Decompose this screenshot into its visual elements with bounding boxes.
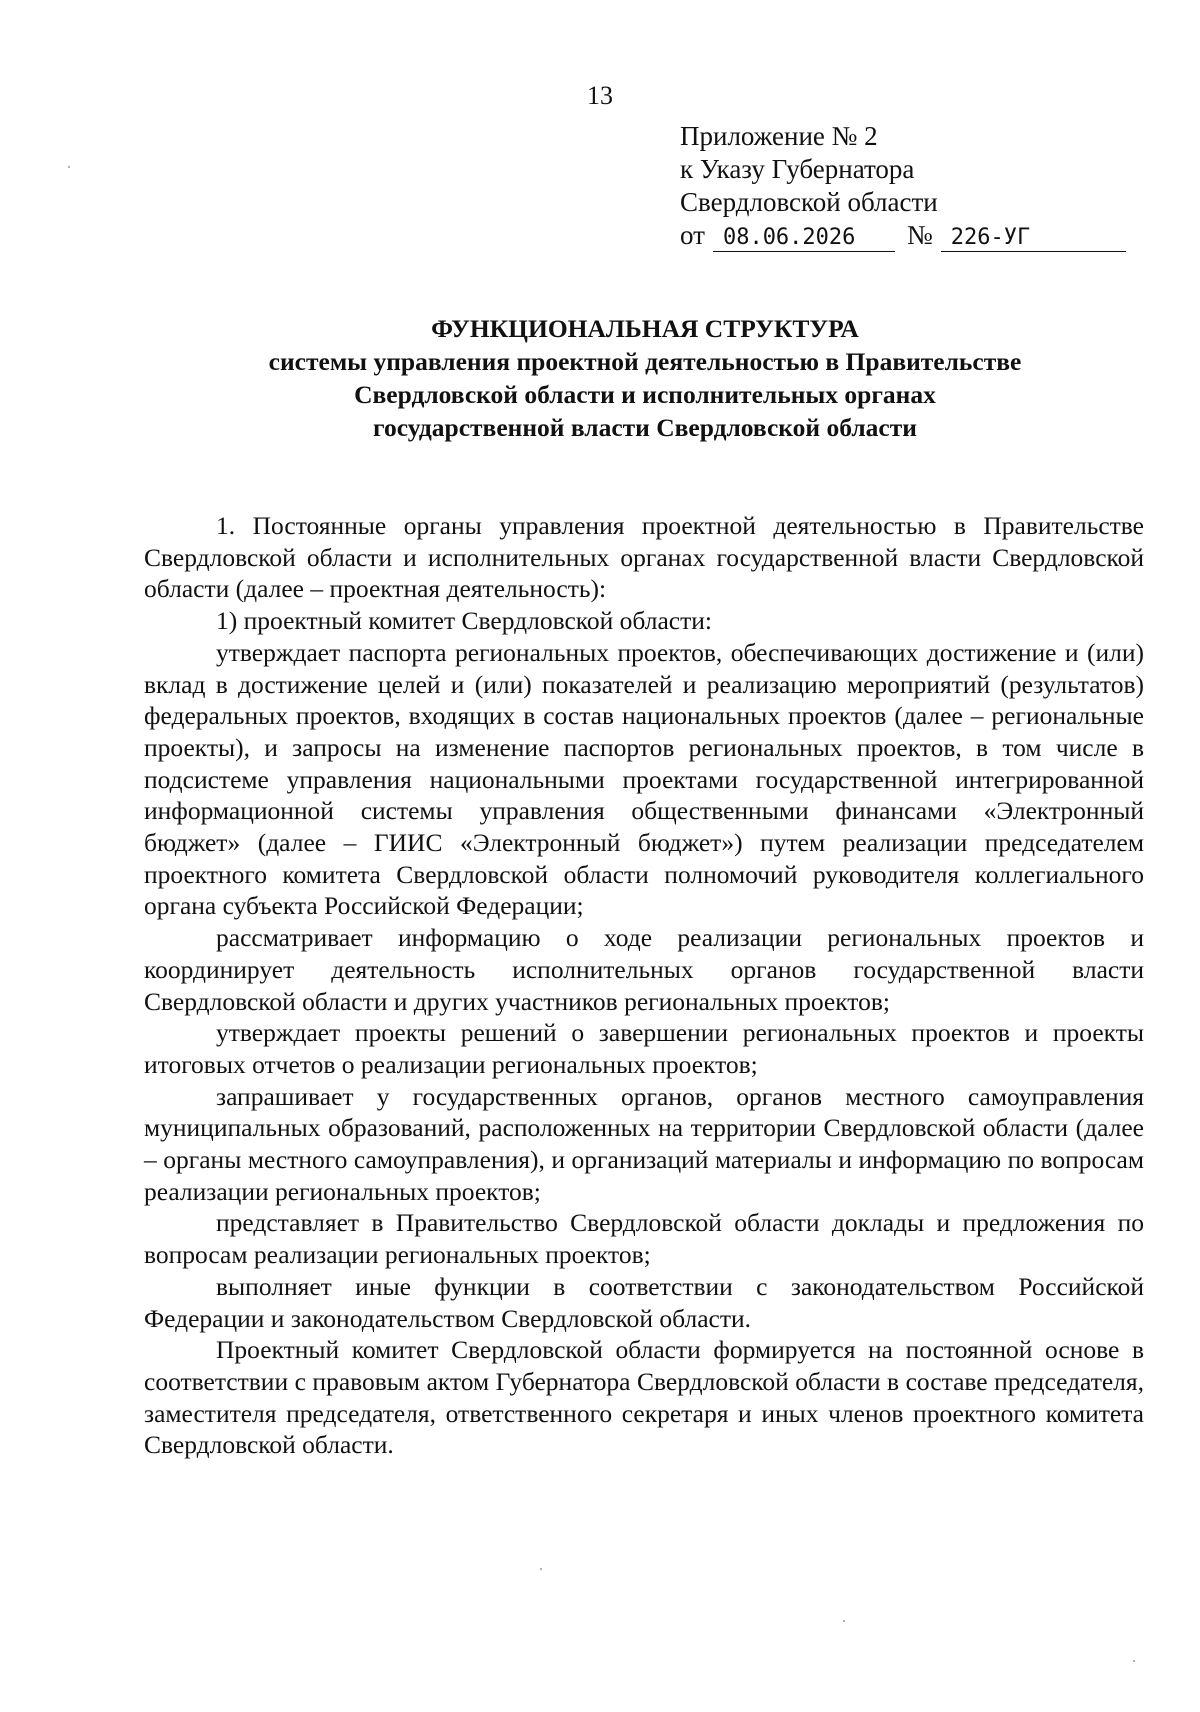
paragraph: Проектный комитет Свердловской области формируется на постоянной основе в соответствии с правовым актом Губернатора Свердловской области в составе председателя, заместителя председателя, ответственного секретаря и иных членов проектного комитета Свердловской области. (144, 1335, 1144, 1460)
paragraph: рассматривает информацию о ходе реализации региональных проектов и координирует деятельность исполнительных органов государственной власти Свердловской области и других участников региональных проектов; (144, 923, 1144, 1016)
appendix-date-line (680, 219, 1160, 252)
page-number: 13 (587, 81, 613, 110)
title-line-3: Свердловской области и исполнительных органах (354, 380, 936, 409)
paragraph: утверждает паспорта региональных проектов, обеспечивающих достижение и (или) вклад в достижение целей и (или) показателей и реализацию мероприятий (результатов) федеральных проектов, входящих в состав национальных проектов (далее – региональные проекты), и запросы на изменение паспортов региональных проектов, в том числе в подсистеме управления национальными проектами государственной интегрированной информационной системы управления общественными финансами «Электронный бюджет» (далее – ГИИС «Электронный бюджет») путем реализации председателем проектного комитета Свердловской области полномочий руководителя коллегиального органа субъекта Российской Федерации; (144, 637, 1144, 921)
date-prefix: от (680, 220, 705, 250)
paragraph: 1. Постоянные органы управления проектной деятельностью в Правительстве Свердловской области и исполнительных органах государственной власти Свердловской области (далее – проектная деятельность): (144, 511, 1144, 604)
scan-speck (68, 166, 70, 168)
scan-speck (1133, 1660, 1135, 1662)
document-body (144, 510, 1144, 1461)
number-sign: № (906, 220, 933, 250)
title-heading: ФУНКЦИОНАЛЬНАЯ СТРУКТУРА (431, 314, 859, 343)
document-title (140, 312, 1150, 444)
appendix-header (680, 120, 1160, 252)
paragraph: 1) проектный комитет Свердловской области: (216, 606, 712, 636)
paragraph: выполняет иные функции в соответствии с законодательством Российской Федерации и законодательством Свердловской области. (144, 1271, 1144, 1333)
scan-speck (540, 1568, 542, 1570)
decree-date-field: 08.06.2026 (713, 226, 895, 252)
title-line-2: системы управления проектной деятельностью в Правительстве (268, 347, 1022, 376)
title-line-4: государственной власти Свердловской области (373, 413, 917, 442)
scan-speck (843, 1620, 845, 1622)
appendix-title: Приложение № 2 (680, 121, 878, 151)
decree-number-field: 226-УГ (941, 226, 1126, 252)
paragraph: утверждает проекты решений о завершении региональных проектов и проекты итоговых отчетов о реализации региональных проектов; (144, 1018, 1144, 1079)
paragraph: запрашивает у государственных органов, органов местного самоуправления муниципальных образований, расположенных на территории Свердловской области (далее – органы местного самоуправления), и организаций материалы и информацию по вопросам реализации региональных проектов; (144, 1081, 1144, 1206)
appendix-region: Свердловской области (680, 187, 938, 217)
appendix-decree-ref: к Указу Губернатора (680, 154, 915, 184)
paragraph: представляет в Правительство Свердловской области доклады и предложения по вопросам реализации региональных проектов; (144, 1208, 1144, 1270)
